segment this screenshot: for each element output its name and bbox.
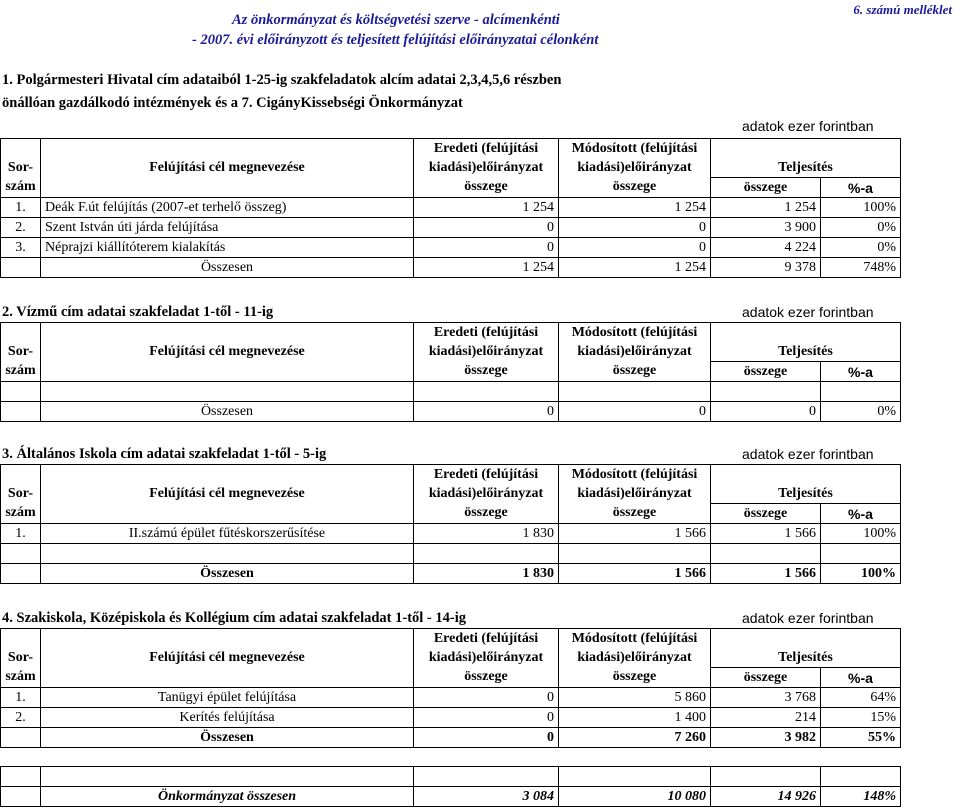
col-teljesites: Teljesítés: [711, 158, 901, 178]
table-row: 3. Néprajzi kiállítóterem kialakítás 0 0 4 224 0%: [1, 238, 901, 258]
total-row: Összesen 1 830 1 566 1 566 100%: [1, 564, 901, 584]
page-title-line1: Az önkormányzat és költségvetési szerve - alcímenkénti: [232, 12, 560, 28]
section3-title: 3. Általános Iskola cím adatai szakfeladat 1-től - 5-ig: [2, 446, 327, 462]
grand-total-table: [0, 766, 901, 807]
table-row: 2. Kerítés felújítása 0 1 400 214 15%: [1, 708, 901, 728]
total-row: Összesen 0 0 0 0%: [1, 402, 901, 422]
table-row: 1. Tanügyi épület felújítása 0 5 860 3 768 64%: [1, 688, 901, 708]
unit-label: adatok ezer forintban: [742, 118, 874, 134]
total-row: Összesen 0 7 260 3 982 55%: [1, 728, 901, 748]
grand-total-row: Önkormányzat összesen 3 084 10 080 14 926 148%: [1, 787, 901, 807]
section2-title: 2. Vízmű cím adatai szakfeladat 1-től - 11-ig: [2, 304, 274, 320]
col-modositott: Módosított (felújítási: [559, 139, 711, 159]
unit-label: adatok ezer forintban: [742, 446, 874, 462]
total-row: Összesen 1 254 1 254 9 378 748%: [1, 258, 901, 278]
col-eredeti: Eredeti (felújítási: [414, 139, 559, 159]
col-cel: Felújítási cél megnevezése: [41, 158, 414, 178]
table-row: 2. Szent István úti járda felújítása 0 0 3 900 0%: [1, 218, 901, 238]
section4-table: Eredeti (felújítási Módosított (felújítási Sor- Felújítási cél megnevezése kiadási)előirányzat kiadási)előirányzat Teljesítés szám összege összege összege %-a 1. Tanügyi épület felújítása 0 5 860 3 768 64% 2. Kerítés felújítása 0 1 400 214 15% Összesen 0 7 260 3 982 55%: [0, 628, 901, 748]
unit-label: adatok ezer forintban: [742, 610, 874, 626]
col-sor: Sor-: [1, 158, 41, 178]
page-title-line2: - 2007. évi előirányzott és teljesített felújítási előirányzatai célonként: [192, 32, 599, 48]
unit-label: adatok ezer forintban: [742, 304, 874, 320]
section4-title: 4. Szakiskola, Középiskola és Kollégium cím adatai szakfeladat 1-től - 14-ig: [2, 610, 466, 626]
table-row: 1. Deák F.út felújítás (2007-et terhelő összeg) 1 254 1 254 1 254 100%: [1, 198, 901, 218]
section2-table: Eredeti (felújítási Módosított (felújítási Sor- Felújítási cél megnevezése kiadási)előirányzat kiadási)előirányzat Teljesítés szám összege összege összege %-a Összesen 0 0 0 0%: [0, 322, 901, 422]
section3-table: Eredeti (felújítási Módosított (felújítási Sor- Felújítási cél megnevezése kiadási)előirányzat kiadási)előirányzat Teljesítés szám összege összege összege %-a 1. II.számú épület fűtéskorszerűsítése 1 830 1 566 1 566 100% Összesen 1 830 1 566 1 566 100%: [0, 464, 901, 584]
section1-table: Eredeti (felújítási Módosított (felújítási Sor- Felújítási cél megnevezése kiadási)előirányzat kiadási)előirányzat Teljesítés szám összege összege összege %-a 1. Deák F.út felújítás (2007-et terhelő összeg) 1 254 1 254 1 254 100% 2. Szent István úti járda felújítása 0 0 3 900 0% 3. Néprajzi kiállítóterem kialakítás 0 0 4 224 0% Összesen 1 254 1 254 9 378 748%: [0, 138, 901, 278]
section1-title-line2: önállóan gazdálkodó intézmények és a 7. CigányKissebségi Önkormányzat: [2, 95, 463, 111]
annex-label: 6. számú melléklet: [853, 2, 952, 17]
table-row: 1. II.számú épület fűtéskorszerűsítése 1 830 1 566 1 566 100%: [1, 524, 901, 544]
section1-title-line1: 1. Polgármesteri Hivatal cím adataiból 1-25-ig szakfeladatok alcím adatai 2,3,4,5,6 részben: [2, 72, 562, 88]
